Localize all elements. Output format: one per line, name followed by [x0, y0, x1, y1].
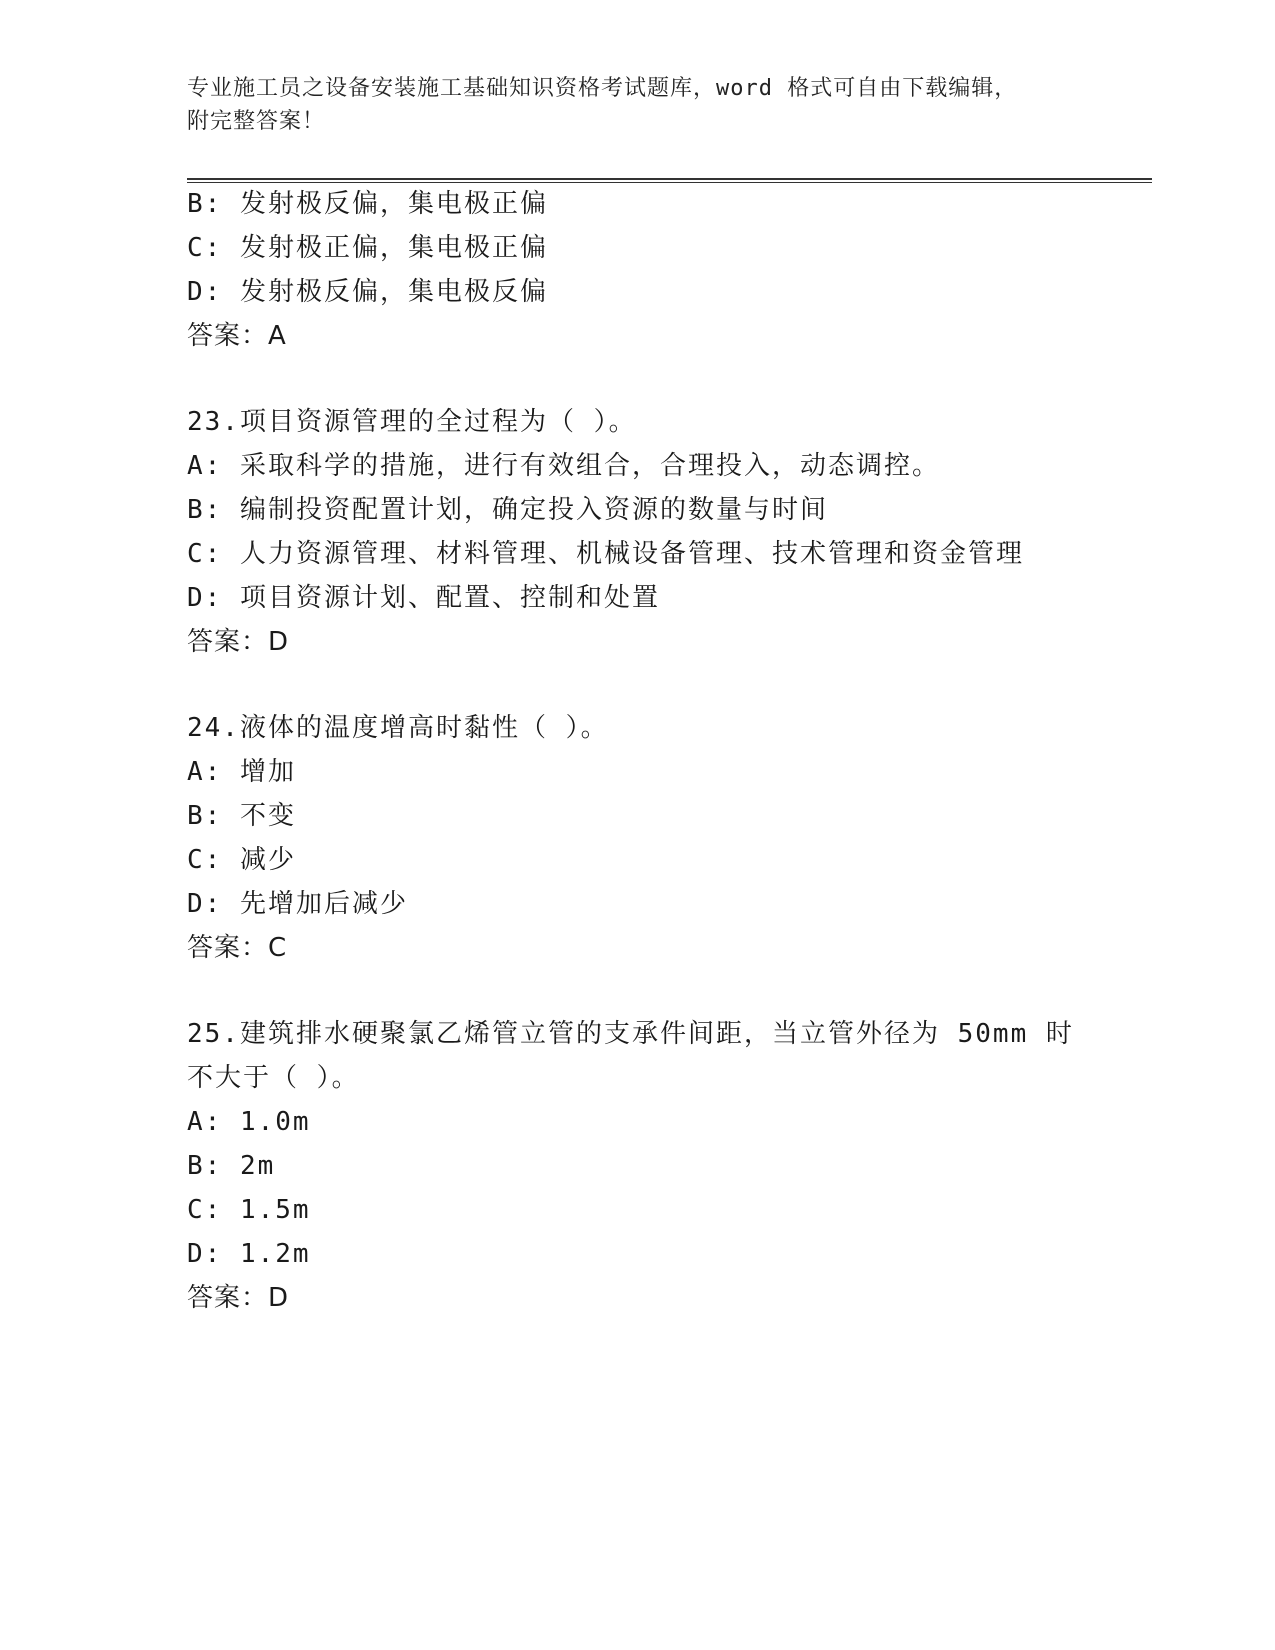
option-d: D: 发射极反偏，集电极反偏	[187, 277, 548, 307]
option-d: D: 先增加后减少	[187, 889, 408, 919]
question-stem: 23.项目资源管理的全过程为（ ）。	[187, 407, 637, 437]
option-b: B: 不变	[187, 801, 296, 831]
answer: 答案：A	[187, 321, 287, 351]
question-stem: 25.建筑排水硬聚氯乙烯管立管的支承件间距，当立管外径为 50mm 时	[187, 1019, 1074, 1049]
option-c: C: 减少	[187, 845, 296, 875]
answer: 答案：D	[187, 627, 290, 657]
option-c: C: 1.5m	[187, 1195, 311, 1225]
question-stem: 24.液体的温度增高时黏性（ ）。	[187, 713, 609, 743]
answer: 答案：C	[187, 933, 288, 963]
option-a: A: 增加	[187, 757, 296, 787]
header-note	[187, 72, 1067, 138]
header-divider	[187, 178, 1152, 183]
option-a: A: 采取科学的措施，进行有效组合，合理投入，动态调控。	[187, 451, 940, 481]
option-a: A: 1.0m	[187, 1107, 311, 1137]
question-stem-continued: 不大于（ ）。	[187, 1063, 360, 1093]
option-b: B: 编制投资配置计划，确定投入资源的数量与时间	[187, 495, 828, 525]
option-b: B: 2m	[187, 1151, 276, 1181]
option-c: C: 发射极正偏，集电极正偏	[187, 233, 548, 263]
option-d: D: 1.2m	[187, 1239, 311, 1269]
answer: 答案：D	[187, 1283, 290, 1313]
header-line-2: 附完整答案！	[187, 109, 326, 134]
option-d: D: 项目资源计划、配置、控制和处置	[187, 583, 660, 613]
option-c: C: 人力资源管理、材料管理、机械设备管理、技术管理和资金管理	[187, 539, 1024, 569]
header-line-1: 专业施工员之设备安装施工基础知识资格考试题库，word 格式可自由下载编辑，	[187, 76, 1018, 101]
option-b: B: 发射极反偏，集电极正偏	[187, 189, 548, 219]
